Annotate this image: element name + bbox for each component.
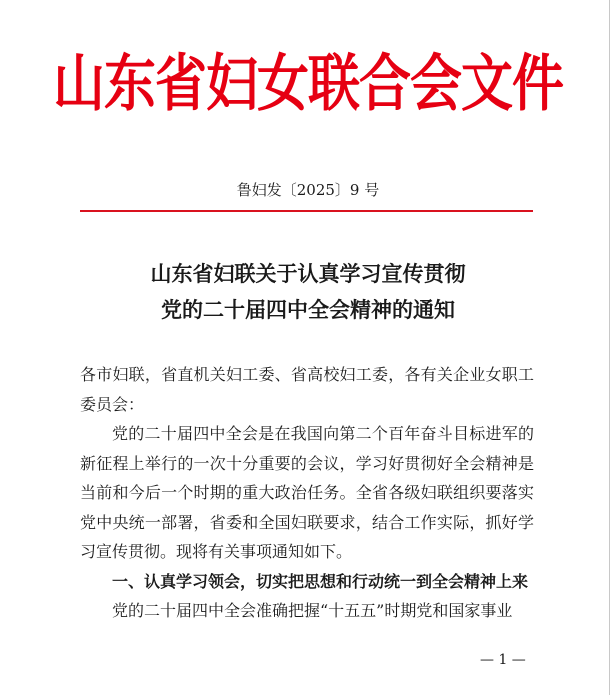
body-paragraph-1: 党的二十届四中全会是在我国向第二个百年奋斗目标进军的新征程上举行的一次十分重要的会议，学习好贯彻好全会精神是当前和今后一个时期的重大政治任务。全省各级妇联组织要落实党中央统一部署，省委和全国妇联要求，结合工作实际，抓好学习宣传贯彻。现将有关事项通知如下。 [80, 424, 534, 561]
red-divider-rule [80, 210, 533, 212]
addressee-paragraph: 各市妇联，省直机关妇工委、省高校妇工委，各有关企业女职工委员会： [80, 365, 534, 414]
document-number: 鲁妇发〔2025〕9 号 [236, 181, 380, 199]
document-body [80, 360, 534, 626]
section-heading-1: 一、认真学习领会，切实把思想和行动统一到全会精神上来 [112, 571, 529, 591]
body-paragraph-2: 党的二十届四中全会准确把握“十五五”时期党和国家事业 [112, 601, 513, 620]
notice-title-line-1: 山东省妇联关于认真学习宣传贯彻 [150, 261, 466, 286]
notice-title [0, 256, 616, 328]
document-header-title: 山东省妇女联合会文件 [52, 49, 563, 120]
page-number: — 1 — [480, 652, 526, 668]
notice-title-line-2: 党的二十届四中全会精神的通知 [161, 297, 455, 322]
